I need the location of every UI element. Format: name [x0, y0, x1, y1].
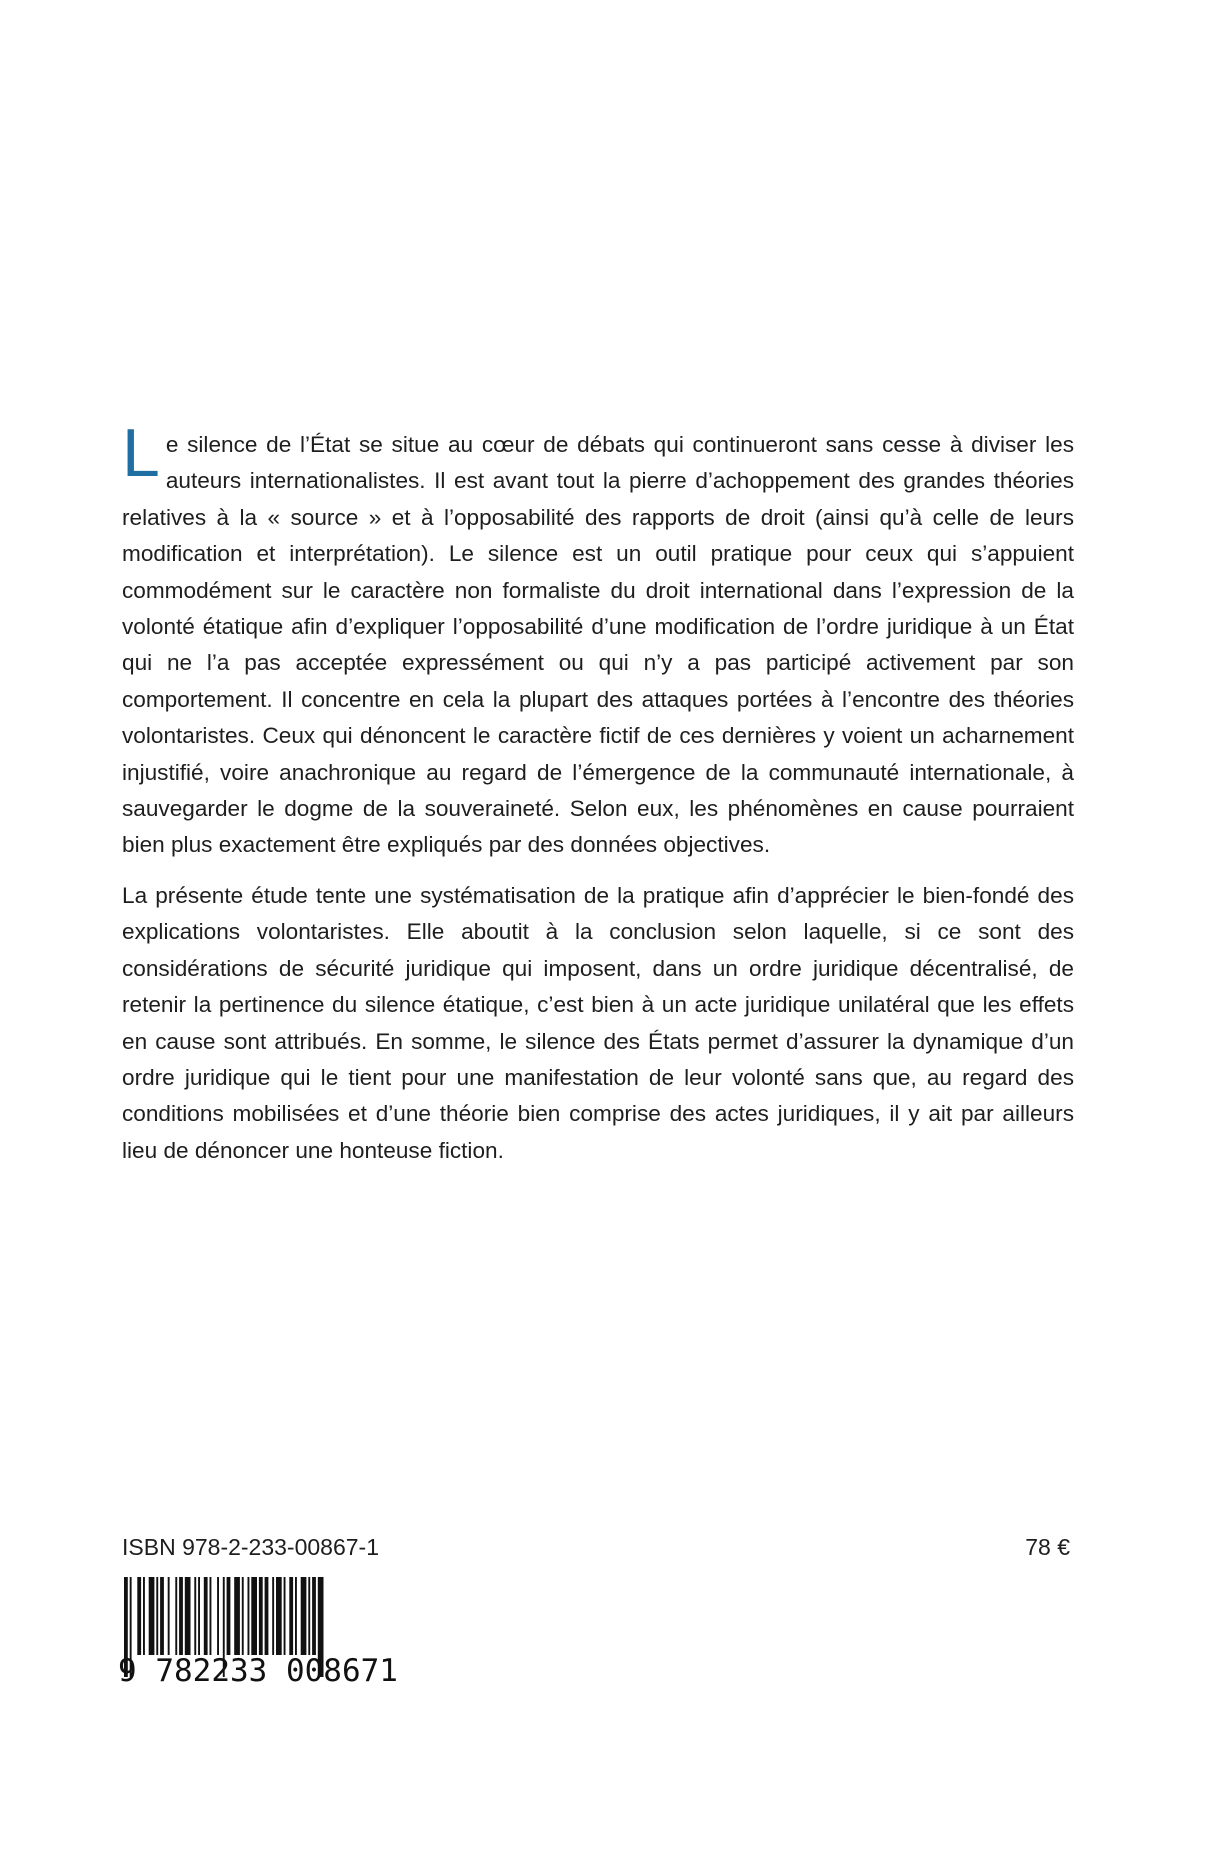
barcode-bar: [289, 1577, 293, 1655]
barcode-digits: 9 782233 008671: [118, 1653, 398, 1689]
barcode-bar: [234, 1577, 240, 1655]
barcode-bar: [143, 1577, 145, 1655]
barcode-bar: [272, 1577, 274, 1655]
barcode-bar: [259, 1577, 263, 1655]
barcode-bar: [227, 1577, 231, 1655]
summary-paragraph-1: [122, 415, 1074, 864]
drop-cap-letter: L: [122, 415, 160, 491]
barcode-bar: [242, 1577, 244, 1655]
barcode-bar: [265, 1577, 269, 1655]
barcode-bar: [301, 1577, 307, 1655]
barcode-bar: [185, 1577, 191, 1655]
summary-paragraph-1-text: e silence de l’État se situe au cœur de débats qui continueront sans cesse à diviser les auteurs internationalistes. Il est avant tout la pierre d’achoppement des grandes théories relatives à la « source » et à l’opposabilité des rapports de droit (ainsi qu’à celle de leurs modification et interprétation). Le silence est un outil pratique pour ceux qui s’appuient commodément sur le caractère non formaliste du droit international dans l’expression de la volonté étatique afin d’expliquer l’opposabilité d’une modification de l’ordre juridique à un État qui ne l’a pas acceptée expressément ou qui n’y a pas participé activement par son comportement. Il concentre en cela la plupart des attaques portées à l’encontre des théories volontaristes. Ceux qui dénoncent le caractère fictif de ces dernières y voient un acharnement injustifié, voire anachronique au regard de l’émergence de la communauté internationale, à sauvegarder le dogme de la souveraineté. Selon eux, les phénomènes en cause pourraient bien plus exactement être expliqués par des données objectives.: [122, 432, 1074, 858]
barcode-bar: [251, 1577, 257, 1655]
barcode-bar: [198, 1577, 200, 1655]
barcode-bar: [175, 1577, 177, 1655]
barcode-bar: [194, 1577, 196, 1655]
barcode-bar: [284, 1577, 286, 1655]
barcode-bar: [276, 1577, 282, 1655]
barcode-bar: [204, 1577, 208, 1655]
price-label: 78 €: [1025, 1534, 1070, 1560]
barcode-bar: [168, 1577, 170, 1655]
summary-paragraph-2: La présente étude tente une systématisation de la pratique afin d’apprécier le bien-fondé des explications volontaristes. Elle aboutit à la conclusion selon laquelle, si ce sont des considérations de sécurité juridique qui imposent, dans un ordre juridique décentralisé, de retenir la pertinence du silence étatique, c’est bien à un acte juridique unilatéral que les effets en cause sont attribués. En somme, le silence des États permet d’assurer la dynamique d’un ordre juridique qui le tient pour une manifestation de leur volonté sans que, au regard des conditions mobilisées et d’une théorie bien comprise des actes juridiques, il y ait par ailleurs lieu de dénoncer une honteuse fiction.: [122, 883, 1074, 1163]
barcode-bar: [248, 1577, 250, 1655]
barcode-bar: [160, 1577, 164, 1655]
barcode-bar: [312, 1577, 316, 1655]
barcode-bar: [137, 1577, 141, 1655]
barcode-bar: [308, 1577, 310, 1655]
barcode-bar: [156, 1577, 158, 1655]
barcode-bar: [210, 1577, 212, 1655]
barcode-bar: [149, 1577, 155, 1655]
isbn-label: ISBN 978-2-233-00867-1: [122, 1534, 379, 1560]
barcode-bar: [179, 1577, 183, 1655]
barcode-bar: [295, 1577, 297, 1655]
barcode-bar: [217, 1577, 219, 1655]
